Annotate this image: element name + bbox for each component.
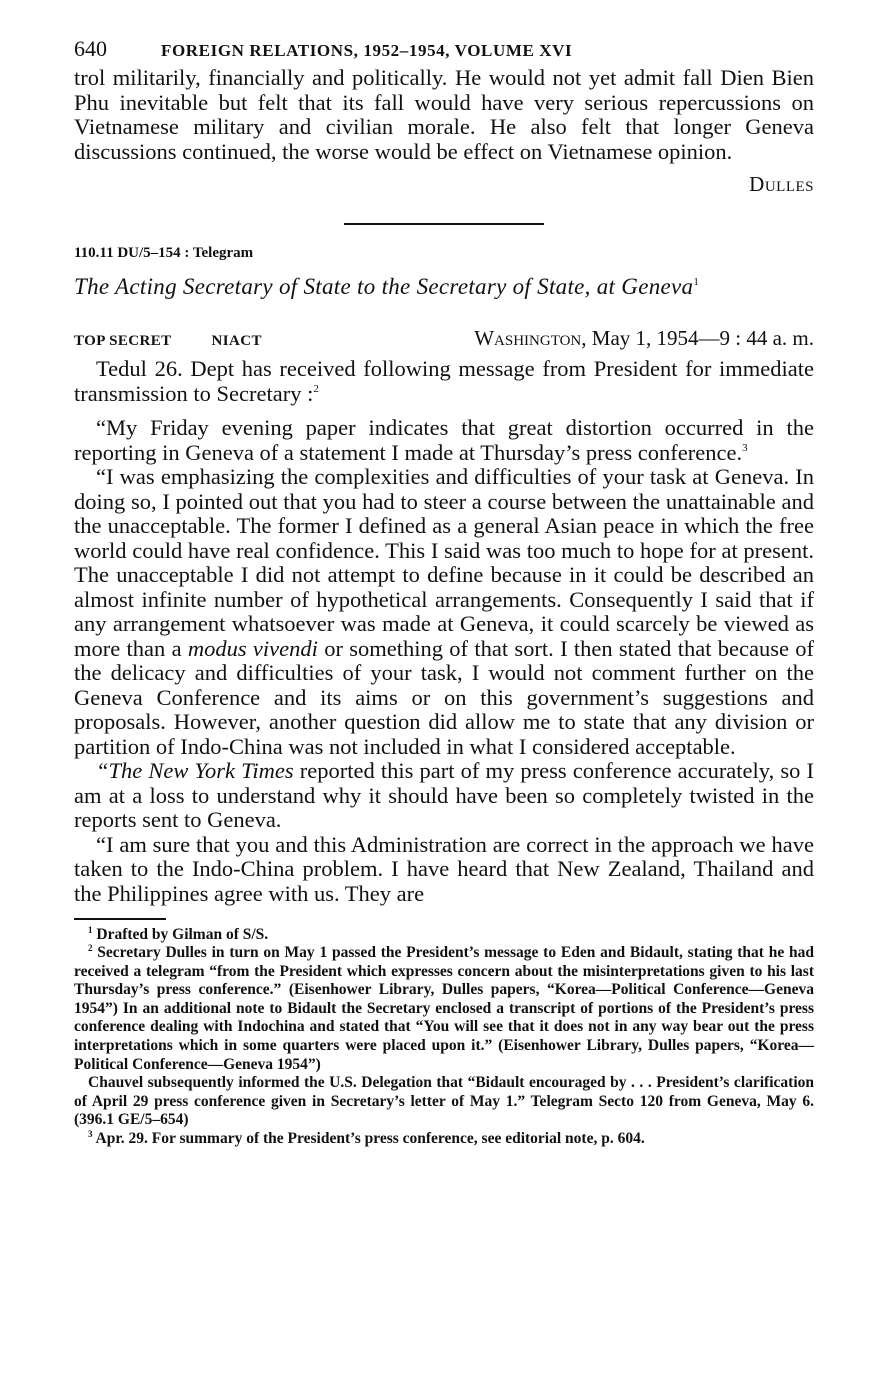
classification-line [74, 326, 814, 351]
footnote-1 [74, 926, 814, 945]
footnote-divider [74, 918, 166, 920]
footnotes [74, 926, 814, 1149]
footnote-mark: 2 [88, 943, 93, 954]
italic-phrase: modus vivendi [187, 635, 318, 661]
dateline [474, 326, 814, 351]
paragraph-text: “I was emphasizing the complexities and difficulties of your task at Geneva. In doing so, I pointed out that you had to steer a course between the unattainable and the unacceptable. The former I defined as a general Asian peace in which the free world could have real confidence. This I said was too much to hope for at present. The unacceptable I did not attempt to define because in it could be described an almost infinite number of hypothetical arrangements. Consequently I said that if any arrangement whatsoever was made at Geneva, it could scarcely be viewed as more than a [74, 464, 814, 661]
continuation-text [74, 66, 814, 164]
series-title: FOREIGN RELATIONS, 1952–1954, VOLUME XVI [161, 41, 573, 60]
footnote-ref-1[interactable]: 1 [693, 276, 700, 288]
running-head [74, 36, 814, 66]
footnote-3 [74, 1130, 814, 1149]
section-divider [344, 223, 544, 225]
intro-paragraph [74, 357, 814, 406]
precedence: NIACT [211, 333, 262, 349]
page-number: 640 [74, 36, 107, 61]
message-paragraph-4 [74, 833, 814, 907]
signature: Dulles [749, 172, 814, 196]
document-title [74, 274, 814, 300]
message-paragraph-3 [74, 759, 814, 833]
paragraph-text: reported this part of my press conference accurately, so I am at a loss to understand why it should have been so completely twisted in the reports sent to Geneva. [74, 758, 814, 832]
footnote-ref-3[interactable]: 3 [742, 441, 748, 454]
dateline-date: , May 1, 1954—9 : 44 a. m. [581, 326, 814, 350]
file-reference: 110.11 DU/5–154 : Telegram [74, 245, 254, 261]
dateline-place: Washington [474, 326, 582, 350]
footnote-text: Chauvel subsequently informed the U.S. Delegation that “Bidault encouraged by . . . President’s clarification of April 29 press conference given in Secretary’s letter of May 1.” Telegram Secto 120 from Geneva, May 6. (396.1 GE/5–654) [74, 1074, 814, 1129]
footnote-2 [74, 944, 814, 1074]
footnote-text: Apr. 29. For summary of the President’s press conference, see editorial note, p. 604. [92, 1130, 645, 1148]
document-title-text: The Acting Secretary of State to the Secretary of State, at Geneva [74, 274, 694, 299]
message-body [74, 357, 814, 906]
paragraph-text: “I am sure that you and this Administration are correct in the approach we have taken to the Indo-China problem. I have heard that New Zealand, Thailand and the Philippines agree with us. They are [74, 831, 814, 906]
footnote-mark: 1 [88, 924, 93, 935]
paragraph-text: or something of that sort. I then stated that because of the delicacy and difficulties of your task, I would not comment further on the Geneva Conference and its aims or on this government’s suggestions and proposals. However, another question did allow me to state that any division or partition of Indo-China was not included in what I considered acceptable. [74, 635, 814, 759]
document-page [74, 36, 814, 1149]
message-paragraph-2 [74, 465, 814, 759]
footnote-mark: 3 [88, 1129, 93, 1140]
footnote-text: Secretary Dulles in turn on May 1 passed the President’s message to Eden and Bidault, stating that he had received a telegram “from the President which expresses concern about the misinterpretations given to his last Thursday’s press conference.” (Eisenhower Library, Dulles papers, “Korea—Political Conference—Geneva 1954”) In an additional note to Bidault the Secretary enclosed a transcript of portions of the President’s press conference dealing with Indochina and stated that “You will see that it does not in any way bear out the press interpretations which in some quarters were placed upon it.” (Eisenhower Library, Dulles papers, “Korea—Political Conference—Geneva 1954”) [74, 944, 814, 1073]
newspaper-name: The New York Times [108, 758, 294, 783]
message-paragraph-1 [74, 416, 814, 465]
intro-text: Tedul 26. Dept has received following message from President for immediate transmission to Secretary : [74, 356, 814, 406]
quote-mark: “ [96, 758, 109, 783]
footnote-2-continued [74, 1074, 814, 1130]
paragraph-text: “My Friday evening paper indicates that great distortion occurred in the reporting in Geneva of a statement I made at Thursday’s press conference. [74, 415, 814, 465]
footnote-ref-2[interactable]: 2 [313, 382, 319, 395]
continuation-paragraph: trol militarily, financially and politically. He would not yet admit fall Dien Bien Phu inevitable but felt that its fall would have very serious repercussions on Vietnamese military and civilian morale. He also felt that longer Geneva discussions continued, the worse would be effect on Vietnamese opinion. [74, 65, 814, 164]
footnote-text: Drafted by Gilman of S/S. [92, 925, 269, 943]
classification: TOP SECRET [74, 333, 172, 349]
